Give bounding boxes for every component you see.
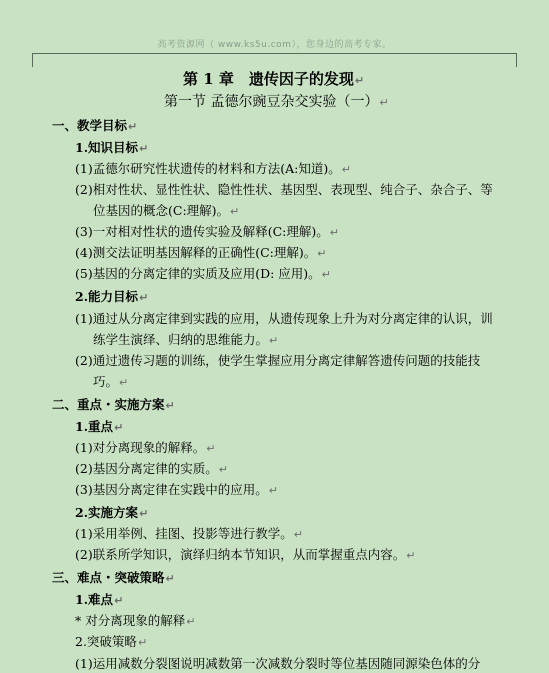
paragraph-mark: ↵ <box>317 247 327 260</box>
body-line <box>75 245 326 262</box>
body-line <box>75 634 147 651</box>
body-line-text: 1.知识目标 <box>75 140 139 155</box>
body-line-text: (2)基因分离定律的实质。 <box>75 461 218 476</box>
body-line <box>52 118 137 135</box>
body-line <box>52 570 175 587</box>
body-line-text: (1)采用举例、挂图、投影等进行教学。 <box>75 526 293 541</box>
paragraph-mark: ↵ <box>321 268 331 281</box>
paragraph-mark: ↵ <box>114 421 124 434</box>
paragraph-mark: ↵ <box>341 163 351 176</box>
body-line-text: 位基因的概念(C:理解)。 <box>93 203 230 218</box>
body-line <box>93 374 128 391</box>
body-line-text: * 对分离现象的解释 <box>75 613 186 628</box>
paragraph-mark: ↵ <box>165 572 175 585</box>
body-line <box>75 419 123 436</box>
body-line <box>75 505 148 522</box>
body-line-text: (2)相对性状、显性性状、隐性性状、基因型、表现型、纯合子、杂合子、等 <box>75 182 493 197</box>
body-line <box>75 353 480 369</box>
body-line <box>75 592 123 609</box>
paragraph-mark: ↵ <box>186 615 196 628</box>
body-line <box>75 547 415 564</box>
header-watermark: 高考资源网（ www.ks5u.com），您身边的高考专家。 <box>157 40 392 50</box>
body-line-text: (1)孟德尔研究性状遗传的材料和方法(A:知道)。 <box>75 161 341 176</box>
paragraph-mark: ↵ <box>139 291 149 304</box>
body-line-text: 2.突破策略 <box>75 634 137 649</box>
body-line <box>75 140 148 157</box>
chapter-title: 第 1 章 遗传因子的发现↵ <box>183 70 365 88</box>
paragraph-mark: ↵ <box>269 334 279 347</box>
body-line-text: (5)基因的分离定律的实质及应用(D: 应用)。 <box>75 266 321 281</box>
body-line-text: 2.实施方案 <box>75 505 139 520</box>
body-line <box>75 613 195 630</box>
body-line <box>75 526 303 543</box>
paragraph-mark: ↵ <box>268 484 278 497</box>
paragraph-mark: ↵ <box>114 594 124 607</box>
paragraph-mark: ↵ <box>206 442 216 455</box>
body-line-text: (1)运用减数分裂图说明减数第一次减数分裂时等位基因随同源染色体的分 <box>75 656 481 671</box>
paragraph-mark: ↵ <box>139 507 149 520</box>
body-line <box>75 440 215 457</box>
paragraph-mark: ↵ <box>329 226 339 239</box>
body-line-text: (2)联系所学知识，演绎归纳本节知识，从而掌握重点内容。 <box>75 547 406 562</box>
body-line <box>75 161 351 178</box>
body-line-text: 1.难点 <box>75 592 114 607</box>
paragraph-mark: ↵ <box>406 549 416 562</box>
body-line <box>75 289 148 306</box>
body-line <box>52 397 175 414</box>
body-line <box>75 656 480 672</box>
body-line <box>75 461 228 478</box>
body-line-text: (4)测交法证明基因解释的正确性(C:理解)。 <box>75 245 317 260</box>
paragraph-mark: ↵ <box>293 528 303 541</box>
body-line-text: 二、重点・实施方案 <box>52 397 165 412</box>
paragraph-mark: ↵ <box>218 463 228 476</box>
paragraph-mark: ↵ <box>230 205 240 218</box>
body-line-text: 练学生演绎、归纳的思维能力。 <box>93 332 269 347</box>
body-line-text: 三、难点・突破策略 <box>52 570 165 585</box>
body-line-text: (2)通过遗传习题的训练，使学生掌握应用分离定律解答遗传问题的技能技 <box>75 353 481 368</box>
header-rule <box>32 53 517 54</box>
body-line-text: 巧。 <box>93 374 119 389</box>
body-line-text: 2.能力目标 <box>75 289 139 304</box>
body-line-text: 一、教学目标 <box>52 118 128 133</box>
body-line <box>93 332 278 349</box>
header-corner-left <box>32 53 33 67</box>
page-header <box>0 0 549 55</box>
paragraph-mark: ↵ <box>119 376 129 389</box>
body-line-text: (3)基因分离定律在实践中的应用。 <box>75 482 268 497</box>
body-line-text: 1.重点 <box>75 419 114 434</box>
body-line-text: (1)对分离现象的解释。 <box>75 440 206 455</box>
paragraph-mark: ↵ <box>137 636 148 649</box>
body-line <box>75 482 278 499</box>
body-line <box>93 203 239 220</box>
body-line <box>75 182 493 198</box>
section-title: 第一节 孟德尔豌豆杂交实验（一）↵ <box>164 94 389 110</box>
body-line-text: (1)通过从分离定律到实践的应用，从遗传现象上升为对分离定律的认识，训 <box>75 311 493 326</box>
paragraph-mark: ↵ <box>128 120 138 133</box>
body-line <box>75 266 331 283</box>
body-line <box>75 311 493 327</box>
body-line-text: (3)一对相对性状的遗传实验及解释(C:理解)。 <box>75 224 329 239</box>
paragraph-mark: ↵ <box>139 142 149 155</box>
paragraph-mark: ↵ <box>165 399 175 412</box>
header-corner-right <box>516 53 517 67</box>
body-line <box>75 224 339 241</box>
